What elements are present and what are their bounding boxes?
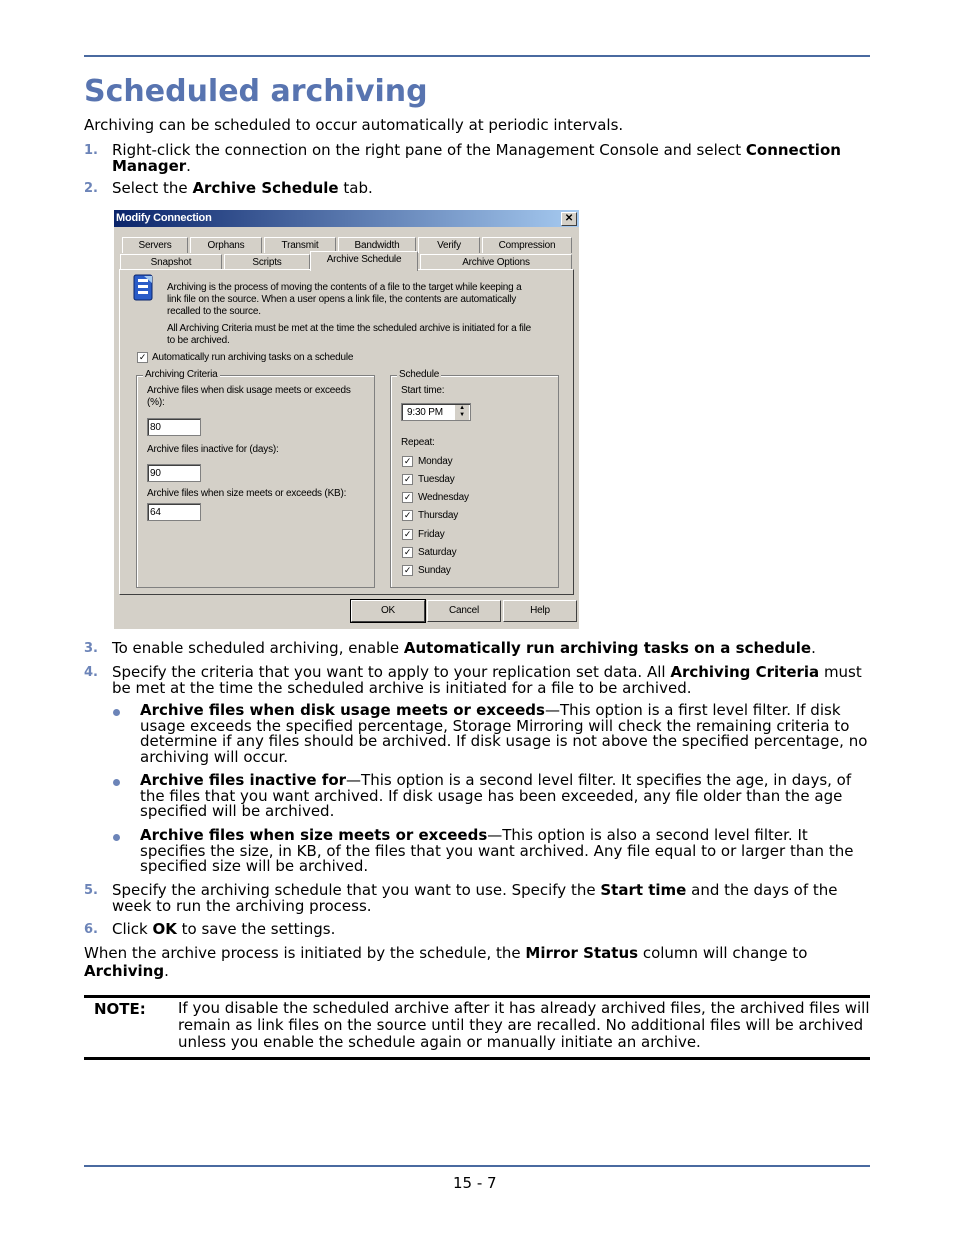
dialog-title: Modify Connection (116, 212, 212, 224)
spin-up-icon[interactable]: ▲ (459, 405, 465, 411)
note-bottom-rule (84, 1057, 870, 1060)
page-number: 15 - 7 (453, 1174, 497, 1192)
day-label: Thursday (418, 510, 459, 521)
tab-bandwidth[interactable]: Bandwidth (338, 237, 416, 253)
auto-archive-checkbox[interactable]: ✓ (138, 352, 147, 362)
day-label: Friday (418, 529, 445, 540)
step-text: Select the Archive Schedule tab. (112, 179, 373, 197)
day-label: Wednesday (418, 492, 469, 503)
ok-button[interactable]: OK (351, 600, 425, 622)
tab-verify[interactable]: Verify (418, 237, 480, 253)
note-text: If you disable the scheduled archive after it has already archived files, the archived files will remain as link files on the source until they are recalled. No additional files will be archived unless you enable the schedule again or manually initiate an archive. (178, 999, 870, 1051)
note-label: NOTE: (94, 1000, 146, 1018)
start-time-input[interactable]: 9:30 PM (401, 403, 471, 421)
step-number: 2. (84, 181, 98, 196)
spin-down-icon[interactable]: ▼ (459, 412, 465, 418)
dialog-titlebar (114, 210, 579, 227)
tab-servers[interactable]: Servers (122, 237, 188, 253)
file-size-label: Archive files when size meets or exceeds (KB): (147, 488, 347, 499)
time-spinner[interactable] (455, 405, 469, 420)
day-checkbox[interactable]: ✓ (403, 492, 412, 502)
day-label: Sunday (418, 565, 451, 576)
disk-usage-label: Archive files when disk usage meets or exceeds (%): (147, 385, 351, 408)
closing-text: When the archive process is initiated by the schedule, the Mirror Status column will change to Archiving. (84, 944, 808, 980)
help-button[interactable]: Help (503, 600, 577, 622)
schedule-group-label: Schedule (399, 369, 440, 380)
inactive-days-label: Archive files inactive for (days): (147, 444, 279, 455)
day-checkbox[interactable]: ✓ (403, 565, 412, 575)
day-checkbox[interactable]: ✓ (403, 529, 412, 539)
archiving-description: Archiving is the process of moving the contents of a file to the target while keeping a link file on the source. When a user opens a link file, the contents are automatically recalled to the source. (167, 282, 522, 317)
tab-scripts[interactable]: Scripts (224, 254, 310, 270)
day-checkbox[interactable]: ✓ (403, 474, 412, 484)
inactive-days-input[interactable]: 90 (147, 464, 201, 482)
footer-rule (84, 1165, 870, 1167)
criteria-note: All Archiving Criteria must be met at the time the scheduled archive is initiated for a file to be archived. (167, 323, 531, 346)
intro-text: Archiving can be scheduled to occur automatically at periodic intervals. (84, 116, 624, 134)
step-text: Right-click the connection on the right pane of the Management Console and select Connection Manager. (112, 141, 841, 175)
archive-info-icon (132, 274, 156, 302)
repeat-label: Repeat: (401, 437, 435, 448)
tab-archive-options[interactable]: Archive Options (420, 254, 572, 270)
day-checkbox[interactable]: ✓ (403, 510, 412, 520)
step-number: 3. (84, 641, 98, 656)
bullet-icon (113, 709, 120, 716)
page-title: Scheduled archiving (84, 74, 428, 109)
tab-transmit[interactable]: Transmit (264, 237, 336, 253)
bullet-icon (113, 779, 120, 786)
start-time-label: Start time: (401, 385, 445, 396)
step-text: To enable scheduled archiving, enable Automatically run archiving tasks on a schedule. (112, 639, 816, 657)
day-checkbox[interactable]: ✓ (403, 456, 412, 466)
step-text: Specify the criteria that you want to apply to your replication set data. All Archiving Criteria must be met at the time the scheduled archive is initiated for a file to be archived. (112, 663, 862, 697)
tab-compression[interactable]: Compression (482, 237, 572, 253)
day-label: Saturday (418, 547, 457, 558)
step-number: 6. (84, 922, 98, 937)
tab-snapshot[interactable]: Snapshot (120, 254, 222, 270)
bullet-text: Archive files when size meets or exceeds—This option is also a second level filter. It specifies the size, in KB, of the files that you want archived. Any file equal to or larger than the specified size will be archived. (140, 826, 854, 875)
tab-orphans[interactable]: Orphans (190, 237, 262, 253)
auto-archive-label: Automatically run archiving tasks on a schedule (152, 352, 354, 363)
bullet-icon (113, 834, 120, 841)
step-text: Click OK to save the settings. (112, 920, 336, 938)
step-text: Specify the archiving schedule that you want to use. Specify the Start time and the days of the week to run the archiving process. (112, 881, 838, 915)
criteria-group-label: Archiving Criteria (145, 369, 218, 380)
day-label: Tuesday (418, 474, 455, 485)
step-number: 4. (84, 665, 98, 680)
step-number: 1. (84, 143, 98, 158)
bullet-text: Archive files inactive for—This option is a second level filter. It specifies the age, in days, of the files that you want archived. If disk usage has been exceeded, any file older than the age specified will be archived. (140, 771, 852, 820)
cancel-button[interactable]: Cancel (427, 600, 501, 622)
day-checkbox[interactable]: ✓ (403, 547, 412, 557)
disk-usage-input[interactable]: 80 (147, 418, 201, 436)
bullet-text: Archive files when disk usage meets or exceeds—This option is a first level filter. If disk usage exceeds the specified percentage, Storage Mirroring will check the remaining criteria to determine if any files should be archived. If disk usage is not above the specified percentage, no archiving will occur. (140, 701, 868, 766)
close-icon[interactable]: ✕ (561, 212, 577, 226)
header-rule (84, 55, 870, 57)
modify-connection-dialog (114, 210, 579, 629)
note-top-rule (84, 995, 870, 998)
tab-archive-schedule[interactable]: Archive Schedule (310, 251, 418, 271)
step-number: 5. (84, 883, 98, 898)
day-label: Monday (418, 456, 453, 467)
file-size-input[interactable]: 64 (147, 503, 201, 521)
